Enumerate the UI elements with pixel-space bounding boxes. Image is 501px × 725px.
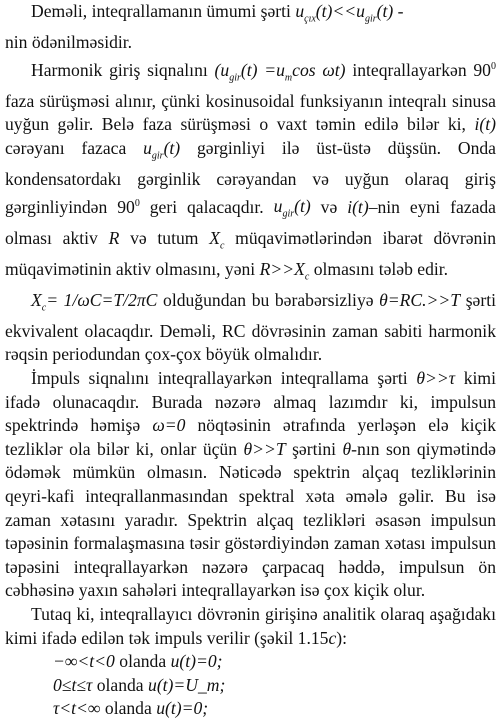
paragraph-3: $X_c= 1/\omega C=T/2\pi C$ olduğundan bu bərabərsizliyə θ=RC.>>T şərti ekvivalent olacaqdır. Deməli, RC dövrəsinin zaman sabiti harmonik rəqsin periodundan çox-çox böyük olmalıdır. [5, 289, 496, 365]
formula-3-condition: τ<t<∞ [53, 698, 101, 719]
formula-1-condition: −∞<t<0 [53, 651, 115, 672]
formula-1-word: olanda [119, 651, 167, 672]
formula-3-result: u(t)=0; [156, 698, 209, 719]
paragraph-1 [5, 0, 496, 55]
paragraph-4: İmpuls siqnalını inteqrallayarkən inteqrallama şərti θ>>τ kimi ifadə olunacaqdır. Burada nəzərə almaq lazımdır ki, impulsun spektrində həmişə ω=0 nöqtəsinin ətrafında yerləşən elə kiçik tezliklər ola bilər ki, onlar üçün θ>>T şərtini θ-nın son qiymətində ödəmək mümkün olmasın. Nəticədə spektrin alçaq tezliklərinin qeyri-kafi inteqrallanmasından spektral xəta əmələ gəlir. Bu isə zaman xətasını yaradır. Spektrin alçaq tezlikləri əsasən impulsun təpəsinin formalaşmasına təsir göstərdiyindən zaman xətası impulsun təpəsini inteqrallayarkən nəzərə çarpacaq həddə, impulsun ön cəbhəsinə yaxın sahələri inteqrallayarkən isə çox kiçik olur. [5, 368, 496, 601]
formula-1-result: u(t)=0; [170, 651, 223, 672]
formula-2-result: u(t)=U_m; [148, 674, 226, 695]
formula-line-2 [53, 674, 496, 698]
formula-line-3 [53, 697, 496, 721]
paragraph-1-line-2: nin ödənilməsidir. [5, 32, 133, 53]
formula-2-condition: 0≤t≤τ [53, 674, 93, 695]
formula-3-word: olanda [104, 698, 152, 719]
paragraph-1-line-1: Deməli, inteqrallamanın ümumi şərti $u_{çıx}(t)<<u_{gir}(t)$ - [31, 1, 404, 25]
paragraph-5: Tutaq ki, inteqrallayıcı dövrənin girişinə analitik olaraq aşağıdakı kimi ifadə edilən tək impuls verilir (şəkil 1.15c): [5, 603, 496, 648]
paragraph-2: Harmonik giriş siqnalını ($u_{gir}(t) =u_m\cos$ ωt) inteqrallayarkən $90^0$ faza sürüşməsi alınır, çünki kosinusoidal funksiyanın inteqralı sinusa uyğun gəlir. Belə faza sürüşməsi o vaxt təmin edilə bilər ki, i(t) cərəyanı fazaca $u_{gir}(t)$ gərginliyi ilə üst-üstə düşsün. Onda kondensatordakı gərginlik cərəyandan və uyğun olaraq giriş gərginliyindən $90^0$ geri qalacaqdır. $u_{gir}(t)$ və i(t)–nin eyni fazada olması aktiv R və tutum $X_c$ müqavimətlərindən ibarət dövrənin müqavimətinin aktiv olmasını, yəni $R>>X_c$ olmasını tələb edir. [5, 59, 497, 283]
formula-2-word: olanda [96, 674, 144, 695]
formula-line-1 [53, 650, 496, 674]
